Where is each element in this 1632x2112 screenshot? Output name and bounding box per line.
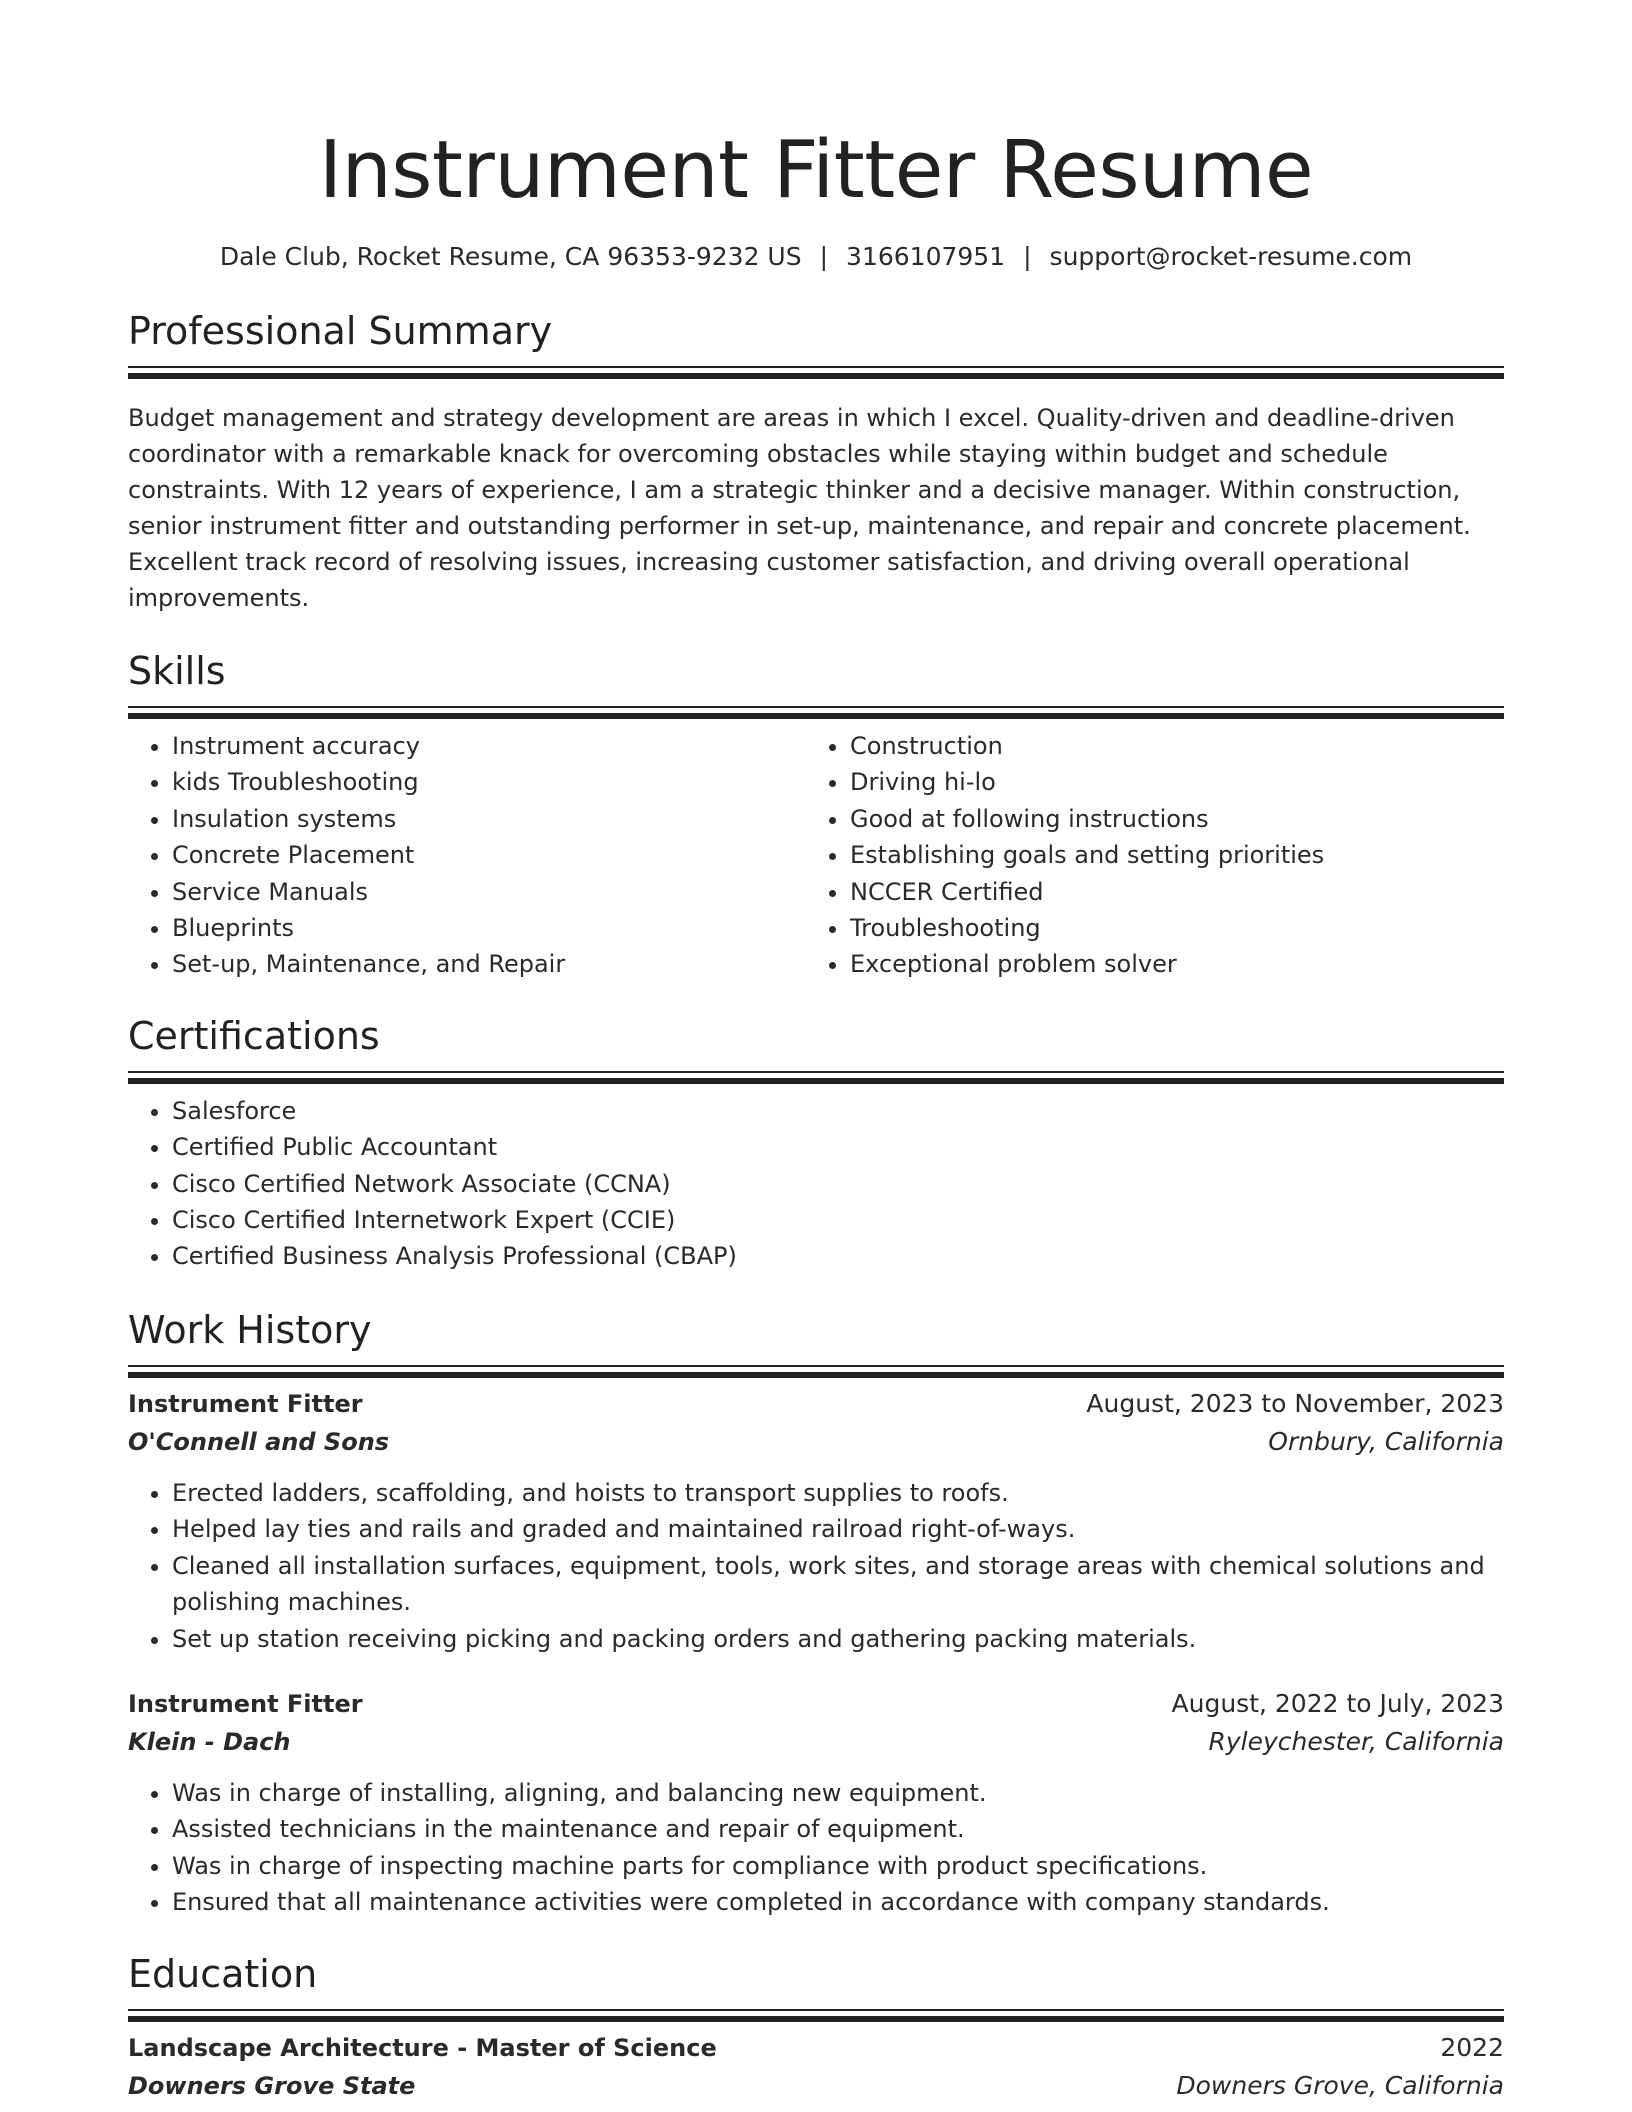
list-item: • Instrument accuracy	[172, 728, 806, 764]
list-item: • Certified Public Accountant	[172, 1129, 1504, 1165]
summary-section	[128, 308, 1504, 616]
school-location: Downers Grove, California	[1176, 2070, 1504, 2100]
job-title: Instrument Fitter	[128, 1689, 363, 1718]
list-item: • Ensured that all maintenance activities were completed in accordance with company standards.	[172, 1884, 1504, 1920]
list-item: • Blueprints	[172, 910, 806, 946]
section-divider	[128, 1365, 1504, 1367]
company-name: Klein - Dach	[128, 1727, 291, 1756]
certifications-section	[128, 1013, 1504, 1275]
list-item: • Salesforce	[172, 1093, 1504, 1129]
skills-list-right	[806, 728, 1484, 983]
section-heading-certifications: Certifications	[128, 1013, 380, 1058]
contact-separator: |	[819, 242, 829, 271]
section-heading-work: Work History	[128, 1307, 372, 1352]
section-heading-summary: Professional Summary	[128, 309, 553, 353]
list-item: • Helped lay ties and rails and graded and maintained railroad right-of-ways.	[172, 1511, 1504, 1547]
contact-address: Dale Club, Rocket Resume, CA 96353-9232 US	[219, 242, 802, 271]
section-heading-education: Education	[128, 1951, 318, 1996]
list-item: • Insulation systems	[172, 801, 806, 837]
resume-title: Instrument Fitter Resume	[318, 124, 1314, 216]
job-duties	[128, 1475, 1504, 1657]
list-item: • Establishing goals and setting priorities	[850, 837, 1484, 873]
list-item: • Erected ladders, scaffolding, and hoists to transport supplies to roofs.	[172, 1475, 1504, 1511]
list-item: • Construction	[850, 728, 1484, 764]
list-item: • NCCER Certified	[850, 874, 1484, 910]
skills-column-left	[128, 728, 806, 983]
section-divider	[128, 366, 1504, 368]
work-section	[128, 1307, 1504, 1921]
list-item: • Exceptional problem solver	[850, 946, 1484, 982]
list-item: • Was in charge of inspecting machine parts for compliance with product specifications.	[172, 1848, 1504, 1884]
section-divider	[128, 1071, 1504, 1073]
section-divider	[128, 2009, 1504, 2011]
list-item: • Was in charge of installing, aligning, and balancing new equipment.	[172, 1775, 1504, 1811]
job-duties	[128, 1775, 1504, 1921]
list-item: • Assisted technicians in the maintenance and repair of equipment.	[172, 1811, 1504, 1847]
graduation-year: 2022	[1440, 2032, 1504, 2062]
list-item: • Cisco Certified Network Associate (CCNA)	[172, 1166, 1504, 1202]
list-item: • Certified Business Analysis Professional (CBAP)	[172, 1238, 1504, 1274]
education-entry	[128, 2029, 1504, 2105]
list-item: • kids Troubleshooting	[172, 764, 806, 800]
job-location: Ornbury, California	[1268, 1426, 1504, 1456]
job-entry	[128, 1685, 1504, 1921]
list-item: • Good at following instructions	[850, 801, 1484, 837]
education-section	[128, 1951, 1504, 2105]
company-name: O'Connell and Sons	[128, 1427, 390, 1456]
list-item: • Cisco Certified Internetwork Expert (CCIE)	[172, 1202, 1504, 1238]
resume-page	[128, 0, 1504, 2105]
contact-phone: 3166107951	[846, 242, 1006, 271]
skills-grid	[128, 728, 1504, 983]
list-item: • Set-up, Maintenance, and Repair	[172, 946, 806, 982]
certifications-list	[128, 1093, 1504, 1275]
job-title: Instrument Fitter	[128, 1389, 363, 1418]
list-item: • Service Manuals	[172, 874, 806, 910]
section-heading-skills: Skills	[128, 649, 226, 693]
job-dates: August, 2023 to November, 2023	[1086, 1388, 1504, 1418]
skills-column-right	[806, 728, 1484, 983]
list-item: • Concrete Placement	[172, 837, 806, 873]
job-location: Ryleychester, California	[1208, 1726, 1504, 1756]
list-item: • Cleaned all installation surfaces, equipment, tools, work sites, and storage areas with chemical solutions and polishing machines.	[172, 1548, 1504, 1621]
school-name: Downers Grove State	[128, 2071, 416, 2100]
contact-line	[128, 240, 1504, 274]
degree-title: Landscape Architecture - Master of Science	[128, 2033, 717, 2062]
list-item: • Set up station receiving picking and packing orders and gathering packing materials.	[172, 1621, 1504, 1657]
contact-email: support@rocket-resume.com	[1049, 242, 1413, 271]
list-item: • Driving hi-lo	[850, 764, 1484, 800]
contact-separator: |	[1023, 242, 1032, 271]
section-divider	[128, 706, 1504, 708]
summary-text: Budget management and strategy development are areas in which I excel. Quality-driven and deadline-driven coordinator with a remarkable knack for overcoming obstacles while staying within budget and schedule constraints. With 12 years of experience, I am a strategic thinker and a decisive manager. Within construction, senior instrument fitter and outstanding performer in set-up, maintenance, and repair and concrete placement. Excellent track record of resolving issues, increasing customer satisfaction, and driving overall operational improvements.	[128, 404, 1471, 612]
job-entry	[128, 1385, 1504, 1657]
skills-list-left	[128, 728, 806, 983]
list-item: • Troubleshooting	[850, 910, 1484, 946]
job-dates: August, 2022 to July, 2023	[1171, 1688, 1504, 1718]
skills-section	[128, 648, 1504, 983]
